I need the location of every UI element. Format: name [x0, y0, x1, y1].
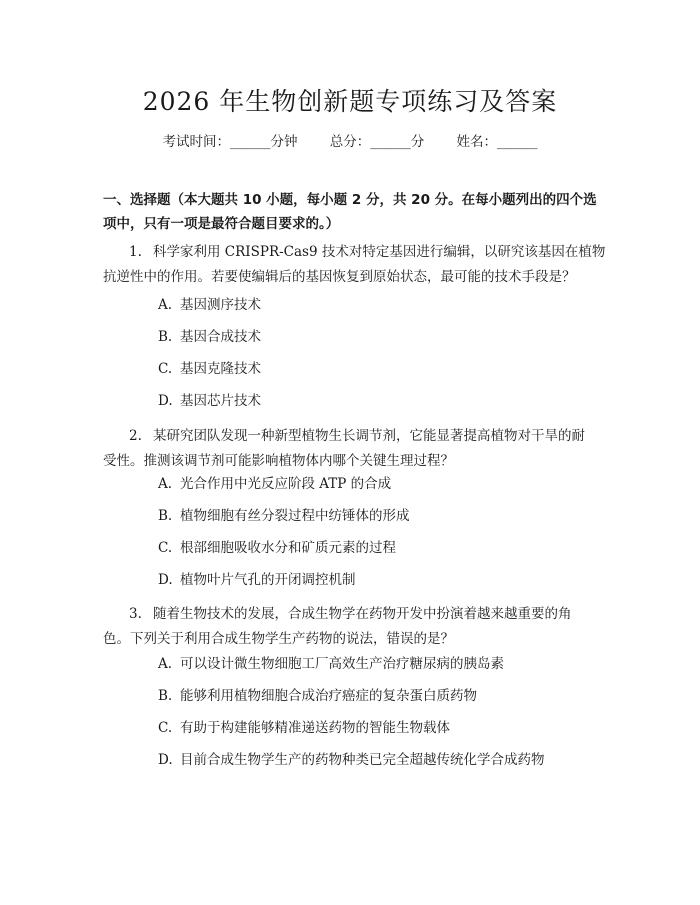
section-heading-line: 项中，只有一项是最符合题目要求的。） — [103, 216, 340, 232]
option-3a: A. 可以设计微生物细胞工厂高效生产治疗糖尿病的胰岛素 — [158, 656, 504, 672]
page-title: 2026 年生物创新题专项练习及答案 — [142, 87, 558, 116]
question-text: 色。下列关于利用合成生物学生产药物的说法，错误的是？ — [103, 631, 454, 647]
question-number: 2. — [129, 428, 142, 444]
option-3d: D. 目前合成生物学生产的药物种类已完全超越传统化学合成药物 — [158, 752, 545, 768]
total-score: 总分：______分 — [329, 134, 425, 150]
question-3 — [103, 602, 613, 652]
student-name: 姓名：______ — [456, 134, 538, 150]
option-2c: C. 根部细胞吸收水分和矿质元素的过程 — [158, 540, 396, 556]
option-2a: A. 光合作用中光反应阶段 ATP 的合成 — [158, 476, 392, 492]
question-1 — [103, 240, 613, 290]
section-heading — [103, 188, 603, 236]
option-3b: B. 能够利用植物细胞合成治疗癌症的复杂蛋白质药物 — [158, 688, 477, 704]
option-2b: B. 植物细胞有丝分裂过程中纺锤体的形成 — [158, 508, 410, 524]
section-heading-line: 一、选择题（本大题共 10 小题，每小题 2 分，共 20 分。在每小题列出的四个选 — [103, 192, 597, 208]
exam-time: 考试时间：______分钟 — [162, 134, 298, 150]
option-1d: D. 基因芯片技术 — [158, 393, 261, 409]
question-2 — [103, 424, 613, 474]
exam-meta — [0, 130, 700, 150]
option-2d: D. 植物叶片气孔的开闭调控机制 — [158, 572, 356, 588]
option-1b: B. 基因合成技术 — [158, 329, 261, 345]
question-text: 科学家利用 CRISPR-Cas9 技术对特定基因进行编辑，以研究该基因在植物 — [153, 244, 606, 260]
question-text: 抗逆性中的作用。若要使编辑后的基因恢复到原始状态，最可能的技术手段是？ — [103, 269, 576, 285]
question-number: 1. — [129, 244, 142, 260]
option-1a: A. 基因测序技术 — [158, 297, 261, 313]
option-3c: C. 有助于构建能够精准递送药物的智能生物载体 — [158, 720, 450, 736]
question-number: 3. — [129, 606, 142, 622]
question-text: 随着生物技术的发展，合成生物学在药物开发中扮演着越来越重要的角 — [153, 606, 572, 622]
question-text: 某研究团队发现一种新型植物生长调节剂，它能显著提高植物对干旱的耐 — [153, 428, 585, 444]
option-1c: C. 基因克隆技术 — [158, 361, 261, 377]
question-text: 受性。推测该调节剂可能影响植物体内哪个关键生理过程？ — [103, 453, 454, 469]
